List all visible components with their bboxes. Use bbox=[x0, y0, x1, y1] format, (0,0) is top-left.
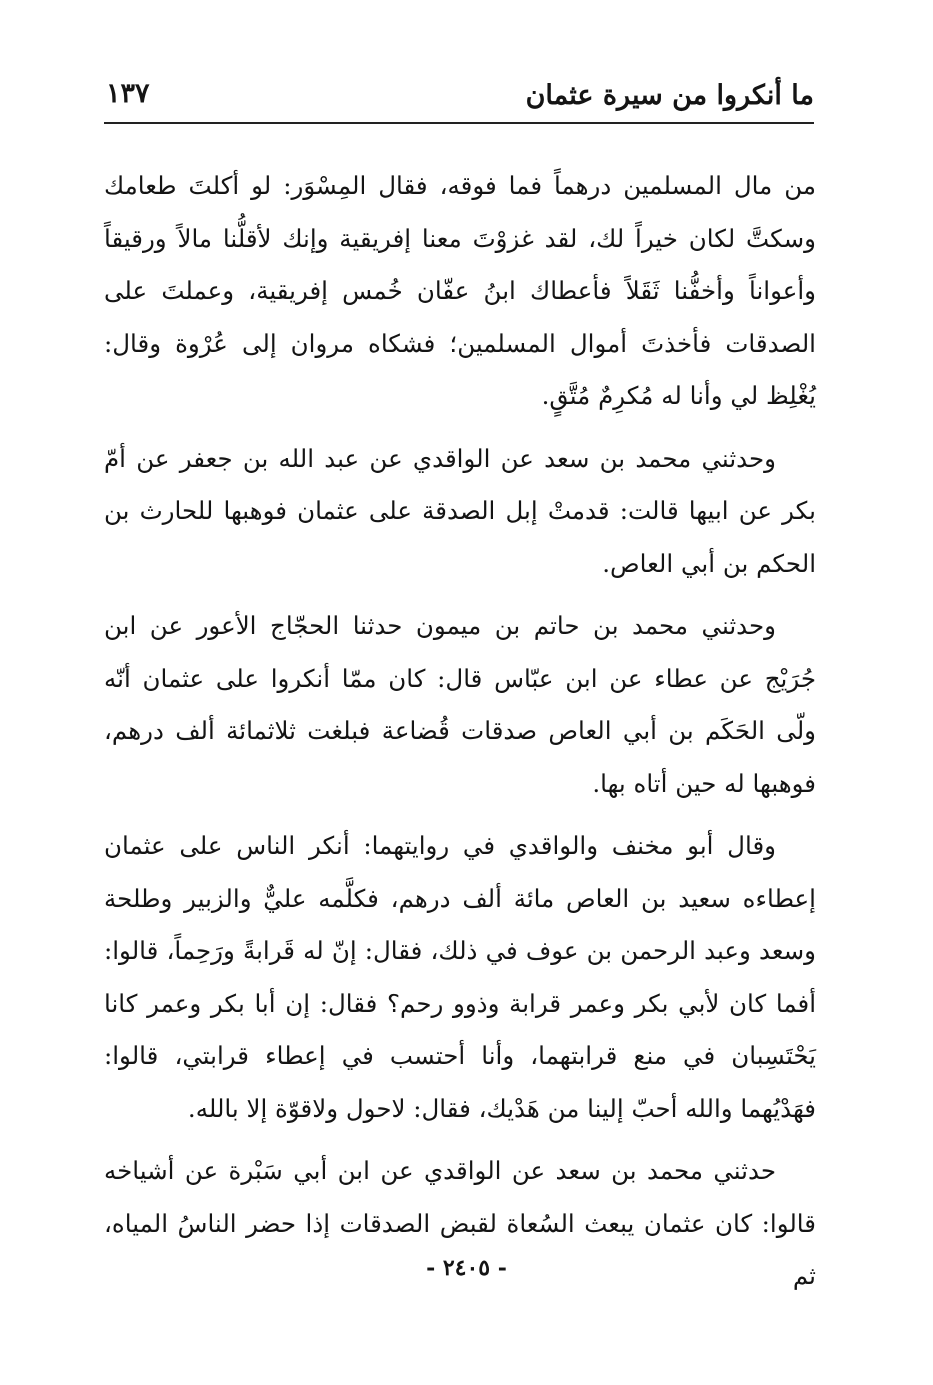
page-number: ١٣٧ bbox=[106, 78, 150, 109]
paragraph: وحدثني محمد بن سعد عن الواقدي عن عبد الله بن جعفر عن أمّ بكر عن ابيها قالت: قدمتْ إبل الصدقة على عثمان فوهبها للحارث بن الحكم بن أبي العاص. bbox=[104, 443, 816, 578]
paragraph: وقال أبو مخنف والواقدي في روايتهما: أنكر الناس على عثمان إعطاءه سعيد بن العاص مائة ألف درهم، فكلَّمه عليٌّ والزبير وطلحة وسعد وعبد الرحمن بن عوف في ذلك، فقال: إنّ له قَرابةً ورَحِماً، قالوا: أفما كان لأبي بكر وعمر قرابة وذوو رحم؟ فقال: إن أبا بكر وعمر كانا يَحْتَسِبان في منع قرابتهما، وأنا أحتسب في إعطاء قرابتي، قالوا: فهَدْيُهما والله أحبّ إلينا من هَدْيك، فقال: لاحول ولاقوّة إلا بالله. bbox=[104, 831, 816, 1123]
page-footer bbox=[0, 1255, 933, 1281]
paragraph: حدثني محمد بن سعد عن الواقدي عن ابن أبي سَبْرة عن أشياخه قالوا: كان عثمان يبعث السُعاة لقبض الصدقات إذا حضر الناسُ المياه، ثم bbox=[104, 1156, 816, 1290]
running-title: ما أنكروا من سيرة عثمان bbox=[525, 80, 814, 111]
footer-page-number: - ٢٤٠٥ - bbox=[426, 1255, 507, 1281]
page-header bbox=[104, 72, 814, 124]
paragraph: من مال المسلمين درهماً فما فوقه، فقال المِسْوَر: لو أكلتَ طعامك وسكتَّ لكان خيراً لك، لقد غزوْتَ معنا إفريقية وإنك لأقلُّنا مالاً ورقيقاً وأعواناً وأخفُّنا ثَقَلاً فأعطاك ابنُ عفّان خُمس إفريقية، وعملتَ على الصدقات فأخذتَ أموال المسلمين؛ فشكاه مروان إلى عُرْوة وقال: يُغْلِظ لي وأنا له مُكرِمٌ مُتَّقٍ. bbox=[104, 171, 816, 410]
body-text bbox=[104, 160, 816, 1313]
paragraph: وحدثني محمد بن حاتم بن ميمون حدثنا الحجّاج الأعور عن ابن جُرَيْج عن عطاء عن ابن عبّاس قال: كان ممّا أنكروا على عثمان أنّه ولّى الحَكَم بن أبي العاص صدقات قُضاعة فبلغت ثلاثمائة ألف درهم، فوهبها له حين أتاه بها. bbox=[104, 611, 816, 798]
